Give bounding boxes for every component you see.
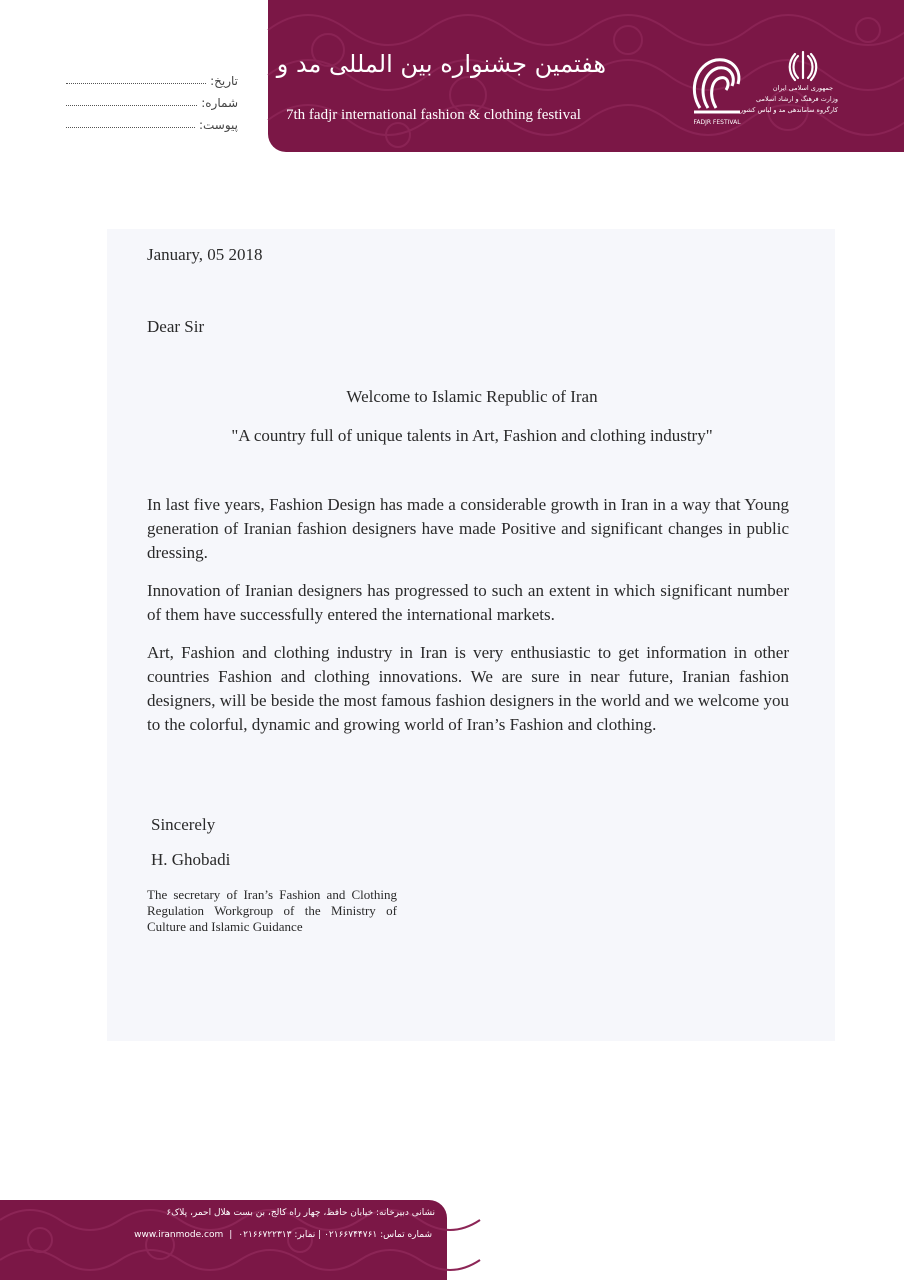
ministry-block [739, 50, 838, 130]
letter-title: Welcome to Islamic Republic of Iran [346, 387, 598, 406]
letter-closing: Sincerely [151, 815, 216, 834]
letter-paragraph-1: In last five years, Fashion Design has made a considerable growth in Iran in a way that Young generation of Iranian fashion designers have made Positive and significant changes in public dressing. [147, 495, 789, 562]
letter-body [147, 493, 789, 751]
date-field-line [66, 82, 206, 84]
attachment-field-line [66, 126, 195, 128]
festival-title-persian: هفتمین جشنواره بین المللی مد و لباس فجر [170, 50, 606, 78]
footer-address: نشانی دبیرخانه: خیابان حافظ، چهار راه کالج، بن بست هلال احمر، پلاک۶ [166, 1208, 435, 1218]
footer-separator: | [229, 1230, 233, 1240]
ministry-line-1: جمهوری اسلامی ایران [772, 84, 834, 92]
footer-phones: شماره تماس: ۰۲۱۶۶۷۴۴۷۶۱ | نمابر: ۰۲۱۶۶۷۲۲۳۱۳ [238, 1230, 432, 1240]
footer-website[interactable]: www.iranmode.com [134, 1230, 224, 1240]
date-field-label: تاریخ: [210, 74, 238, 88]
letter-salutation: Dear Sir [147, 317, 205, 336]
letter-reference-fields [66, 66, 238, 132]
ministry-line-3: کارگروه ساماندهی مد و لباس کشور [739, 106, 838, 114]
number-field-line [66, 104, 197, 106]
ministry-line-2: وزارت فرهنگ و ارشاد اسلامی [756, 95, 838, 103]
letter-subtitle: "A country full of unique talents in Art, Fashion and clothing industry" [231, 426, 713, 445]
fashion-festival-logo-icon [680, 50, 754, 130]
footer-band [0, 1200, 447, 1280]
svg-text:FADJR FESTIVAL: FADJR FESTIVAL [693, 119, 741, 126]
letter-paragraph-2: Innovation of Iranian designers has progressed to such an extent in which significant number of them have successfully entered the international markets. [147, 581, 789, 624]
footer-contact [72, 1230, 432, 1240]
signer-name: H. Ghobadi [151, 850, 231, 869]
number-field-label: شماره: [201, 96, 238, 110]
date-field [66, 66, 238, 88]
signer-title: The secretary of Iran’s Fashion and Clothing Regulation Workgroup of the Ministry of Culture and Islamic Guidance [147, 887, 397, 934]
attachment-field [66, 110, 238, 132]
attachment-field-label: پیوست: [198, 118, 238, 132]
iran-emblem-icon [788, 50, 818, 82]
letter-paragraph-3: Art, Fashion and clothing industry in Iran is very enthusiastic to get information in other countries Fashion and clothing innovations. We are sure in near future, Iranian fashion designers, will be beside the most famous fashion designers in the world and we welcome you to the colorful, dynamic and growing world of Iran’s Fashion and clothing. [147, 643, 789, 734]
number-field [66, 88, 238, 110]
letter-paper [107, 229, 835, 1041]
letter-date: January, 05 2018 [147, 245, 263, 264]
festival-title-english: 7th fadjr international fashion & clothing festival [286, 107, 581, 123]
